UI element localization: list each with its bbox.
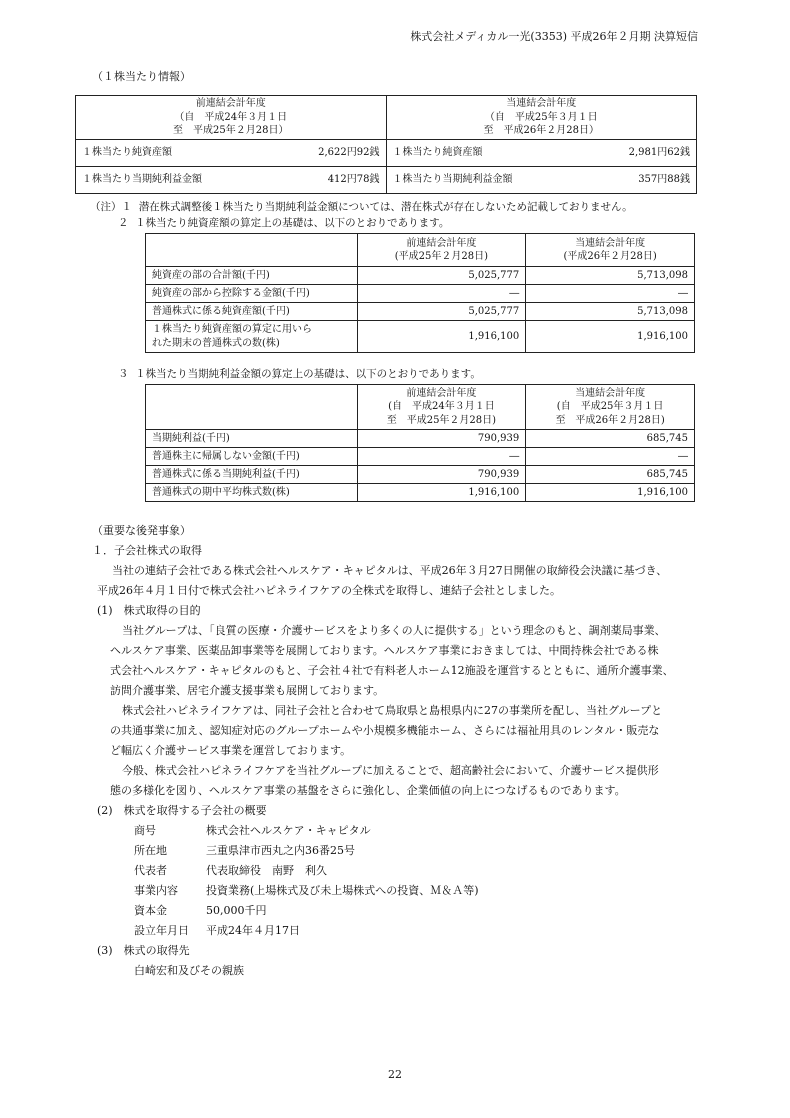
note-label: （注）１: [90, 201, 132, 213]
document-header: 株式会社メディカル一光(3353) 平成26年２月期 決算短信: [410, 30, 698, 43]
header-line: (平成26年２月28日): [563, 251, 657, 262]
header-line: （自 平成24年３月１日: [174, 111, 288, 123]
row-label: 普通株式の期中平均株式数(株): [146, 484, 358, 502]
header-line: 当連結会計年度: [575, 387, 646, 399]
sub2-title: (2) 株式を取得する子会社の概要: [97, 804, 267, 817]
sub1-title: (1) 株式取得の目的: [97, 604, 201, 617]
header-line: 至 平成26年２月28日): [555, 414, 665, 426]
overview-key: 代表者: [134, 864, 167, 877]
paragraph-line: 今般、株式会社ハピネライフケアを当社グループに加えることで、超高齢社会において、介護サービス提供形: [122, 764, 659, 777]
overview-key: 事業内容: [134, 884, 178, 897]
row-curr-value: ―: [526, 285, 695, 303]
table-row: [76, 139, 697, 166]
row-prev-value: ―: [357, 448, 526, 466]
cell-label: １株当たり純資産額: [82, 146, 172, 158]
per-share-prev-header: [76, 96, 387, 140]
overview-row: [134, 901, 479, 921]
net-income-prev-header: [357, 385, 526, 430]
table-cell: [386, 166, 697, 193]
header-line: 至 平成26年２月28日）: [483, 125, 599, 136]
table-row: [146, 466, 695, 484]
table-cell: [76, 139, 387, 166]
note-1: [90, 200, 633, 214]
paragraph-line: ど幅広く介護サービス事業を運営しております。: [110, 744, 352, 757]
net-assets-basis-table: [145, 233, 695, 353]
overview-value: 株式会社ヘルスケア・キャピタル: [206, 824, 371, 837]
row-prev-value: 790,939: [357, 430, 526, 448]
header-line: 前連結会計年度: [195, 98, 266, 109]
cell-value: 412円78銭: [327, 173, 380, 185]
header-line: 至 平成25年２月28日）: [173, 125, 289, 136]
overview-value: 50,000千円: [206, 904, 267, 917]
header-line: （自 平成25年３月１日: [484, 111, 598, 123]
subsequent-events-title: （重要な後発事象）: [92, 524, 191, 537]
net-assets-prev-header: [357, 234, 526, 267]
cell-value: 357円88銭: [638, 173, 690, 185]
table-cell: [386, 139, 697, 166]
per-share-section-title: （１株当たり情報）: [92, 70, 191, 83]
label-line: １株当たり純資産額の算定に用いら: [152, 324, 312, 335]
item1-title: １．子会社株式の取得: [92, 544, 202, 557]
overview-row: [134, 921, 479, 941]
overview-list: [134, 821, 479, 941]
row-curr-value: 5,713,098: [526, 267, 695, 285]
table-row: [146, 285, 695, 303]
intro-line: 当社の連結子会社である株式会社ヘルスケア・キャピタルは、平成26年３月27日開催の取締役会決議に基づき、: [112, 564, 668, 577]
overview-value: 平成24年４月17日: [206, 924, 300, 937]
overview-key: 商号: [134, 824, 156, 837]
header-line: (自 平成25年３月１日: [556, 401, 664, 413]
overview-key: 設立年月日: [134, 924, 189, 937]
note-3: [118, 367, 481, 381]
per-share-curr-header: [386, 96, 697, 140]
table-cell: [76, 166, 387, 193]
row-curr-value: 1,916,100: [526, 321, 695, 353]
cell-label: １株当たり当期純利益金額: [82, 173, 202, 185]
row-prev-value: 5,025,777: [357, 303, 526, 321]
overview-value: 三重県津市西丸之内36番25号: [206, 844, 355, 857]
table-row: [146, 321, 695, 353]
row-label: 普通株主に帰属しない金額(千円): [146, 448, 358, 466]
net-income-basis-table: [145, 384, 695, 502]
table-row: [146, 484, 695, 502]
row-curr-value: 5,713,098: [526, 303, 695, 321]
row-label: 純資産の部から控除する金額(千円): [146, 285, 358, 303]
table-row: [76, 166, 697, 193]
header-line: 前連結会計年度: [406, 387, 477, 399]
note-number: ２: [118, 217, 129, 229]
note-text: １株当たり当期純利益金額の算定上の基礎は、以下のとおりであります。: [135, 368, 481, 380]
intro-line: 平成26年４月１日付で株式会社ハピネライフケアの全株式を取得し、連結子会社としました。: [97, 584, 562, 597]
overview-row: [134, 841, 479, 861]
acquired-from: 白崎宏和及びその親族: [134, 964, 244, 977]
overview-value: 投資業務(上場株式及び未上場株式への投資、Ｍ＆Ａ等): [206, 884, 479, 897]
page-number: 22: [388, 1068, 402, 1081]
paragraph-line: ヘルスケア事業、医薬品卸事業等を展開しております。ヘルスケア事業におきましては、中間持株会社である株: [110, 644, 659, 657]
overview-key: 資本金: [134, 904, 167, 917]
row-label: 普通株式に係る当期純利益(千円): [146, 466, 358, 484]
overview-row: [134, 821, 479, 841]
sub3-title: (3) 株式の取得先: [97, 944, 190, 957]
overview-row: [134, 861, 479, 881]
header-line: 当連結会計年度: [575, 237, 646, 249]
overview-key: 所在地: [134, 844, 167, 857]
table-row: [146, 430, 695, 448]
paragraph-line: 訪問介護事業、居宅介護支援事業も展開しております。: [110, 684, 385, 697]
overview-value: 代表取締役 南野 利久: [206, 864, 327, 877]
note-2: [118, 216, 449, 230]
row-label: 純資産の部の合計額(千円): [146, 267, 358, 285]
note-number: ３: [118, 368, 129, 380]
row-prev-value: 1,916,100: [357, 484, 526, 502]
per-share-table: [75, 95, 697, 194]
note-text: 潜在株式調整後１株当たり当期純利益金額については、潜在株式が存在しないため記載しておりません。: [138, 201, 633, 213]
paragraph-line: 株式会社ハピネライフケアは、同社子会社と合わせて鳥取県と島根県内に27の事業所を配し、当社グループと: [122, 704, 663, 717]
header-line: 至 平成25年２月28日): [386, 414, 497, 426]
row-curr-value: 1,916,100: [526, 484, 695, 502]
header-line: 当連結会計年度: [506, 98, 577, 109]
paragraph-line: 当社グループは、「良質の医療・介護サービスをより多くの人に提供する」という理念のもと、調剤薬局事業、: [122, 624, 666, 637]
row-curr-value: ―: [526, 448, 695, 466]
net-assets-curr-header: [526, 234, 695, 267]
row-label: [146, 321, 358, 353]
header-line: 前連結会計年度: [406, 237, 477, 249]
row-label: 当期純利益(千円): [146, 430, 358, 448]
paragraph-line: 式会社ヘルスケア・キャピタルのもと、子会社４社で有料老人ホーム12施設を運営するとともに、通所介護事業、: [110, 664, 674, 677]
cell-label: １株当たり純資産額: [392, 146, 483, 158]
cell-label: １株当たり当期純利益金額: [392, 173, 513, 185]
header-line: (自 平成24年３月１日: [388, 401, 495, 413]
label-line: れた期末の普通株式の数(株): [152, 337, 280, 349]
blank-header-cell: [146, 234, 358, 267]
row-prev-value: 790,939: [357, 466, 526, 484]
table-row: [146, 448, 695, 466]
header-line: (平成25年２月28日): [394, 251, 489, 262]
blank-header-cell: [146, 385, 358, 430]
row-curr-value: 685,745: [526, 430, 695, 448]
overview-row: [134, 881, 479, 901]
table-row: [146, 303, 695, 321]
table-row: [146, 267, 695, 285]
row-prev-value: 5,025,777: [357, 267, 526, 285]
note-text: １株当たり純資産額の算定上の基礎は、以下のとおりであります。: [135, 217, 450, 229]
cell-value: 2,622円92銭: [318, 146, 380, 158]
row-prev-value: 1,916,100: [357, 321, 526, 353]
net-income-curr-header: [526, 385, 695, 430]
cell-value: 2,981円62銭: [628, 146, 690, 158]
row-label: 普通株式に係る純資産額(千円): [146, 303, 358, 321]
row-curr-value: 685,745: [526, 466, 695, 484]
paragraph-line: の共通事業に加え、認知症対応のグループホームや小規模多機能ホーム、さらには福祉用具のレンタル・販売な: [110, 724, 660, 737]
paragraph-line: 態の多様化を図り、ヘルスケア事業の基盤をさらに強化し、企業価値の向上につなげるものであります。: [110, 784, 626, 797]
row-prev-value: ―: [357, 285, 526, 303]
